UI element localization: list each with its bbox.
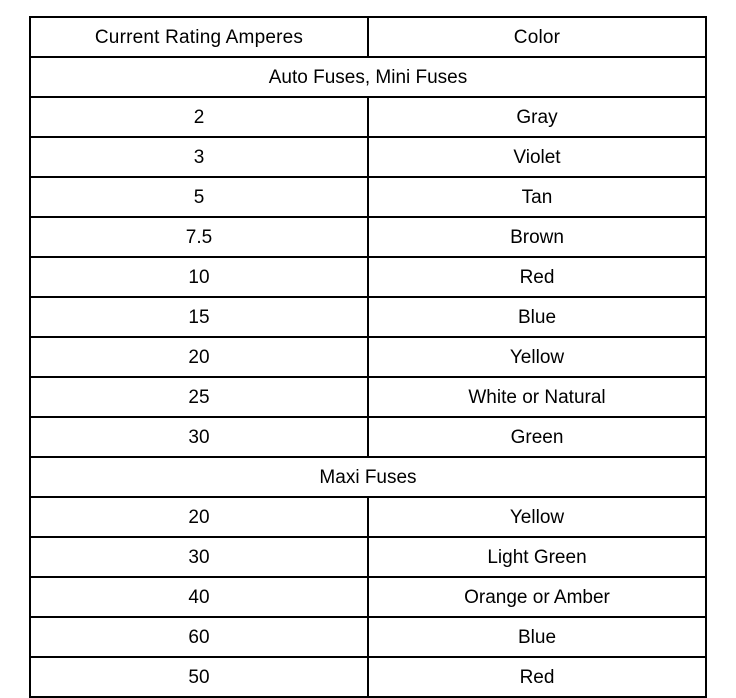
cell-color: Red [368,257,706,297]
cell-amperes: 2 [30,97,368,137]
cell-color: Red [368,657,706,697]
table-row [30,577,706,617]
cell-amperes: 25 [30,377,368,417]
table-row [30,617,706,657]
table-row [30,537,706,577]
fuse-rating-table [29,16,707,698]
cell-color: Brown [368,217,706,257]
table-header-row [30,17,706,57]
cell-color: Green [368,417,706,457]
section-title-maxi: Maxi Fuses [30,457,706,497]
cell-amperes: 50 [30,657,368,697]
cell-amperes: 15 [30,297,368,337]
table-row [30,137,706,177]
table-row [30,337,706,377]
table-row [30,657,706,697]
table-row [30,297,706,337]
cell-color: Orange or Amber [368,577,706,617]
table-row [30,377,706,417]
table-row [30,97,706,137]
cell-color: White or Natural [368,377,706,417]
cell-color: Blue [368,297,706,337]
cell-amperes: 40 [30,577,368,617]
cell-color: Yellow [368,337,706,377]
cell-amperes: 3 [30,137,368,177]
table-row [30,417,706,457]
table-row [30,497,706,537]
cell-amperes: 30 [30,417,368,457]
section-header-row [30,57,706,97]
column-header-amperes: Current Rating Amperes [30,17,368,57]
cell-amperes: 20 [30,337,368,377]
cell-amperes: 10 [30,257,368,297]
cell-amperes: 7.5 [30,217,368,257]
cell-amperes: 20 [30,497,368,537]
table-row [30,217,706,257]
cell-color: Violet [368,137,706,177]
cell-color: Yellow [368,497,706,537]
cell-color: Light Green [368,537,706,577]
table-row [30,177,706,217]
section-header-row [30,457,706,497]
fuse-rating-table-wrapper [29,16,705,698]
cell-color: Tan [368,177,706,217]
section-title-auto-mini: Auto Fuses, Mini Fuses [30,57,706,97]
table-row [30,257,706,297]
cell-amperes: 5 [30,177,368,217]
cell-color: Blue [368,617,706,657]
cell-amperes: 30 [30,537,368,577]
cell-amperes: 60 [30,617,368,657]
cell-color: Gray [368,97,706,137]
column-header-color: Color [368,17,706,57]
